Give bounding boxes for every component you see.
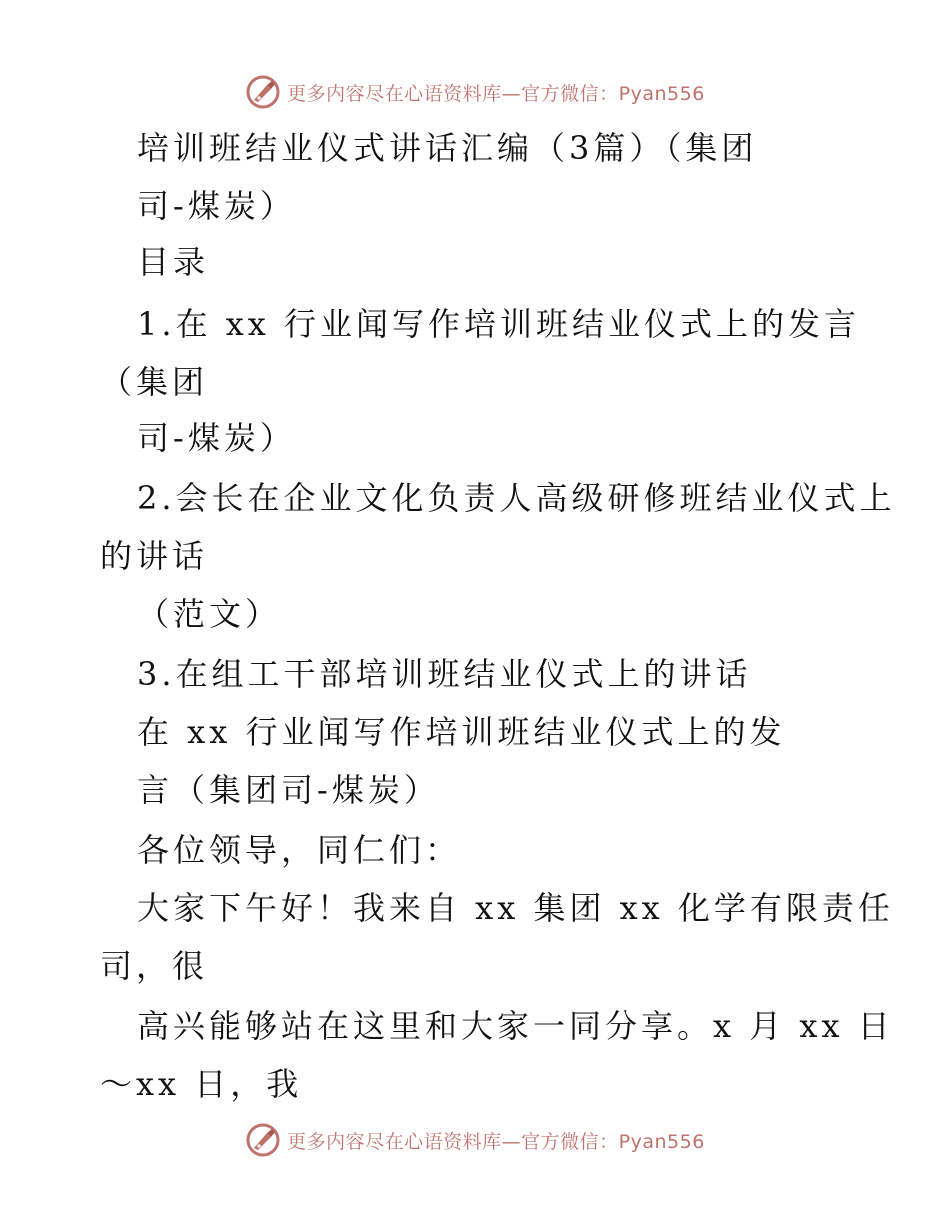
doc-line: 在 xx 行业闻写作培训班结业仪式上的发: [137, 713, 786, 751]
doc-line: 言（集团司-煤炭）: [137, 771, 440, 809]
doc-line: ～xx 日，我: [100, 1065, 303, 1103]
doc-line: 目录: [137, 243, 210, 281]
doc-line: 司-煤炭）: [137, 419, 296, 457]
header-watermark-banner: [0, 72, 950, 112]
footer-watermark-banner: [0, 1120, 950, 1160]
doc-line: 2.会长在企业文化负责人高级研修班结业仪式上: [137, 479, 896, 517]
doc-line: 的讲话: [100, 537, 209, 575]
banner-text: 更多内容尽在心语资料库—官方微信：Pyan556: [287, 82, 705, 105]
doc-line: 1.在 xx 行业闻写作培训班结业仪式上的发言: [137, 305, 860, 343]
banner-text: 更多内容尽在心语资料库—官方微信：Pyan556: [287, 1130, 705, 1153]
doc-line: （范文）: [137, 595, 282, 633]
doc-line: 大家下午好！我来自 xx 集团 xx 化学有限责任: [137, 889, 894, 927]
pen-nib-logo-icon: [245, 74, 281, 110]
doc-line: 各位领导，同仁们：: [137, 831, 462, 869]
doc-line: （集团: [100, 363, 209, 401]
doc-line: 高兴能够站在这里和大家一同分享。x 月 xx 日: [137, 1007, 894, 1045]
doc-line: 3.在组工干部培训班结业仪式上的讲话: [137, 655, 752, 693]
doc-line: 司-煤炭）: [137, 187, 296, 225]
doc-line: 培训班结业仪式讲话汇编（3篇）（集团: [137, 129, 758, 167]
pen-nib-logo-icon: [245, 1122, 281, 1158]
doc-line: 司，很: [100, 947, 209, 985]
